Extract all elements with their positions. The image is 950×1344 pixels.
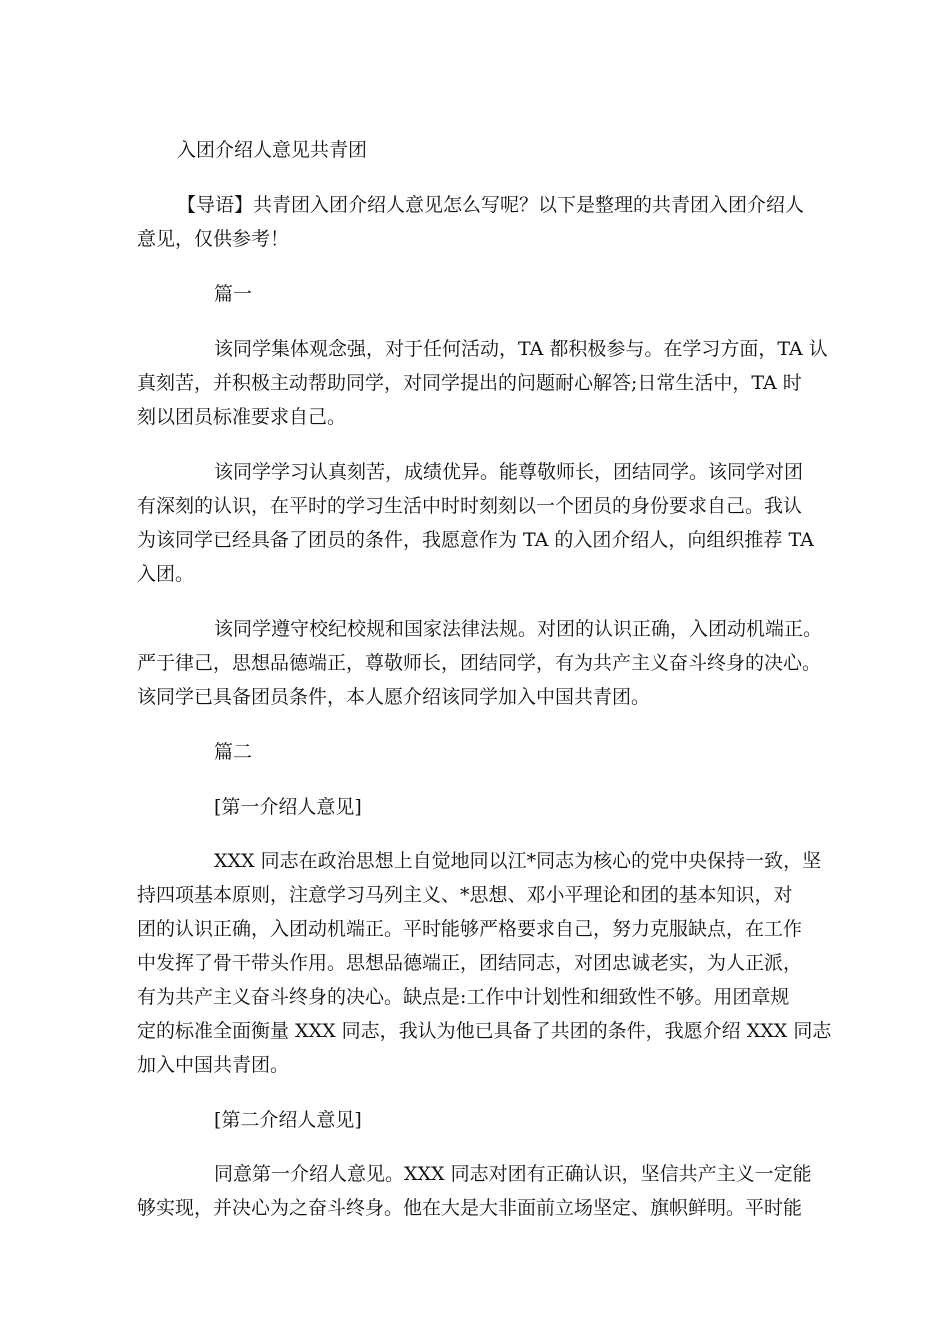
s1-p1-line-2: 真刻苦，并积极主动帮助同学，对同学提出的问题耐心解答;日常生活中，TA 时	[137, 372, 802, 394]
section1-heading: 篇一	[214, 283, 253, 305]
s1-p3-line-2: 严于律己，思想品德端正，尊敬师长，团结同学，有为共产主义奋斗终身的决心。	[137, 652, 822, 674]
document-title: 入团介绍人意见共青团	[177, 139, 368, 161]
s2-p1-line-2: 持四项基本原则，注意学习马列主义、*思想、邓小平理论和团的基本知识，对	[137, 884, 793, 906]
s2-p2-line-1: 同意第一介绍人意见。XXX 同志对团有正确认识，坚信共产主义一定能	[214, 1163, 812, 1185]
s1-p3-line-3: 该同学已具备团员条件，本人愿介绍该同学加入中国共青团。	[137, 686, 651, 708]
s1-p2-line-3: 为该同学已经具备了团员的条件，我愿意作为 TA 的入团介绍人，向组织推荐 TA	[137, 529, 814, 551]
s1-p2-line-4: 入团。	[137, 563, 195, 585]
s2-p1-line-3: 团的认识正确，入团动机端正。平时能够严格要求自己，努力克服缺点，在工作	[137, 918, 803, 940]
intro-line-2: 意见，仅供参考！	[137, 228, 290, 250]
s1-p1-line-3: 刻以团员标准要求自己。	[137, 406, 347, 428]
s1-p3-line-1: 该同学遵守校纪校规和国家法律法规。对团的认识正确，入团动机端正。	[214, 618, 823, 640]
s2-p1-line-7: 加入中国共青团。	[137, 1054, 290, 1076]
s1-p1-line-1: 该同学集体观念强，对于任何活动，TA 都积极参与。在学习方面，TA 认	[214, 338, 828, 360]
s2-p1-line-1: XXX 同志在政治思想上自觉地同以江*同志为核心的党中央保持一致，坚	[214, 850, 822, 872]
s2-p1-line-4: 中发挥了骨干带头作用。思想品德端正，团结同志，对团忠诚老实，为人正派，	[137, 952, 803, 974]
section2-heading: 篇二	[214, 741, 253, 763]
s1-p2-line-2: 有深刻的认识，在平时的学习生活中时时刻刻以一个团员的身份要求自己。我认	[137, 495, 803, 517]
s2-subheading-1: [第一介绍人意见]	[214, 796, 362, 818]
intro-line-1: 【导语】共青团入团介绍人意见怎么写呢？以下是整理的共青团入团介绍人	[177, 194, 805, 216]
s2-p1-line-6: 定的标准全面衡量 XXX 同志，我认为他已具备了共团的条件，我愿介绍 XXX 同志	[137, 1020, 832, 1042]
s2-p1-line-5: 有为共产主义奋斗终身的决心。缺点是:工作中计划性和细致性不够。用团章规	[137, 986, 790, 1008]
s1-p2-line-1: 该同学学习认真刻苦，成绩优异。能尊敬师长，团结同学。该同学对团	[214, 461, 804, 483]
s2-p2-line-2: 够实现，并决心为之奋斗终身。他在大是大非面前立场坚定、旗帜鲜明。平时能	[137, 1197, 803, 1219]
s2-subheading-2: [第二介绍人意见]	[214, 1109, 362, 1131]
